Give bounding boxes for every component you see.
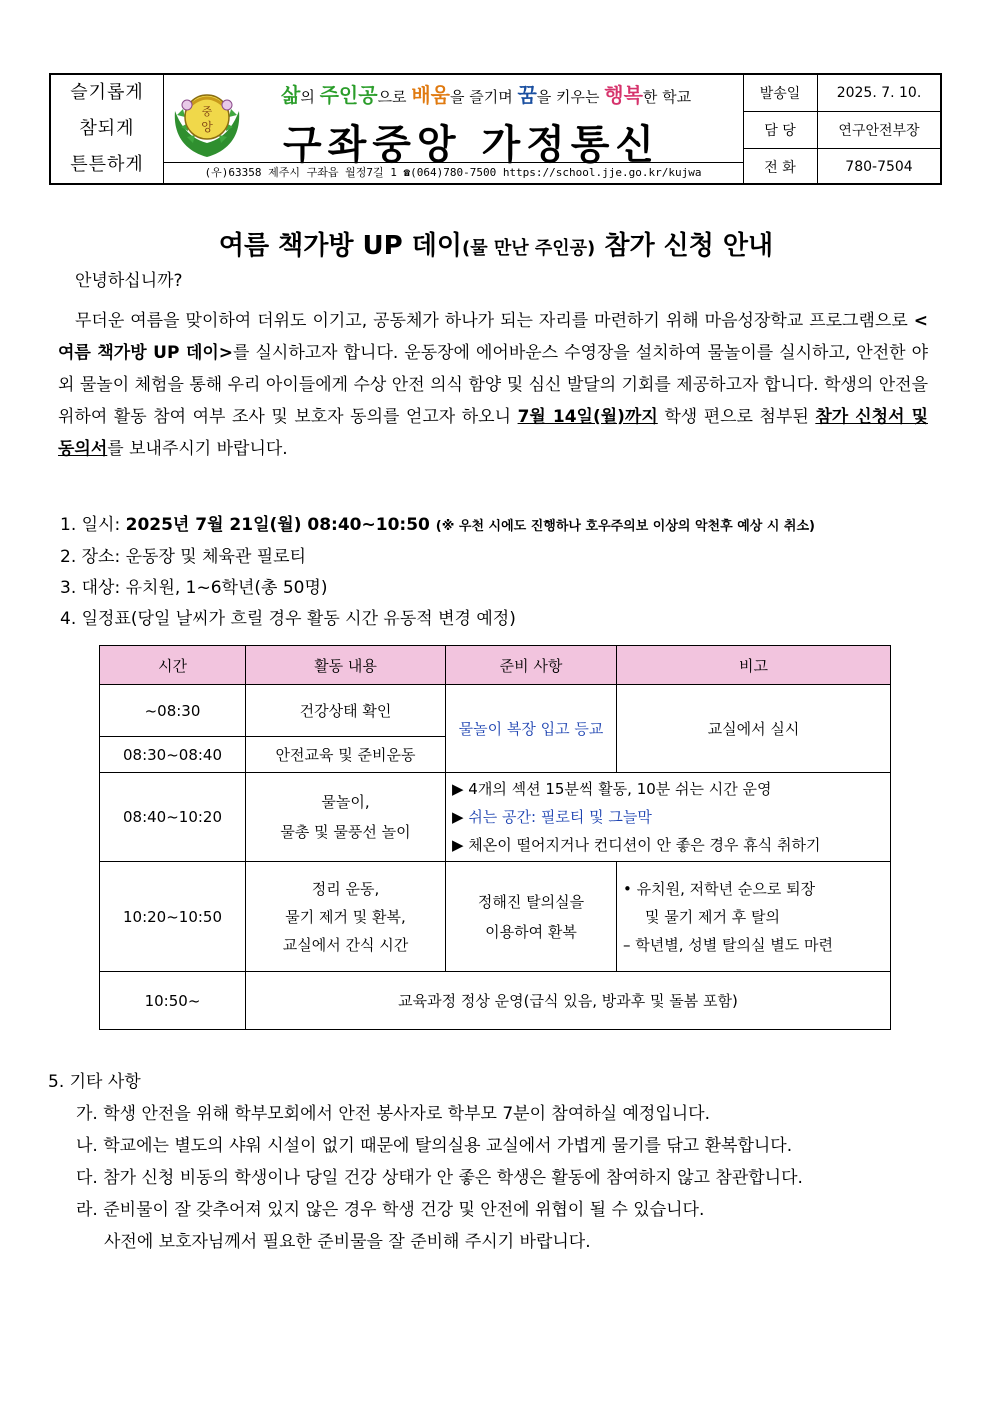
title-part: 참가 신청 안내 (595, 231, 774, 261)
note-line: – 학년별, 성별 탈의실 별도 마련 (623, 935, 833, 954)
cell-time: 08:30~08:40 (100, 737, 246, 773)
note-item-continued: 사전에 보호자님께서 필요한 준비물을 잘 준비해 주시기 바랍니다. (104, 1232, 591, 1252)
header-cell: 비고 (617, 646, 891, 685)
cell-prep: 물놀이 복장 입고 등교 (446, 685, 617, 773)
greeting: 안녕하십니까? (75, 271, 183, 291)
item-value: 2025년 7월 21일(월) 08:40~10:50 (125, 515, 436, 535)
title-part: 여름 책가방 UP 데이 (218, 231, 462, 261)
cell-prep (446, 862, 617, 972)
table-row (100, 972, 891, 1030)
slogan-text: 으로 (377, 88, 412, 106)
motto: 튼튼하게 (70, 154, 144, 175)
info-key: 발송일 (743, 75, 818, 111)
bullet-line: ▶ 4개의 섹션 15분씩 활동, 10분 쉬는 시간 운영 (452, 780, 772, 798)
emblem-text-top: 중 (201, 105, 213, 118)
slogan-text: 의 (300, 88, 320, 106)
cell-activity: 건강상태 확인 (246, 685, 446, 737)
slogan-word: 꿈 (517, 83, 537, 107)
cell-note (617, 862, 891, 972)
table-row (100, 773, 891, 862)
activity-line: 물기 제거 및 환복, (285, 907, 406, 926)
bullet-arrow-icon: ▶ (452, 808, 469, 826)
activity-line: 물총 및 물풍선 놀이 (280, 823, 411, 841)
note-line: • 유치원, 저학년 순으로 퇴장 (623, 879, 816, 898)
body-text: 학생 편으로 첨부된 (657, 407, 816, 427)
other-notes (48, 1066, 803, 1258)
detail-list (60, 510, 815, 635)
item-schedule: 4. 일정표(당일 날씨가 흐릴 경우 활동 시간 유동적 변경 예정) (60, 609, 516, 629)
cell-time: 10:50~ (100, 972, 246, 1030)
info-value: 780-7504 (845, 159, 913, 175)
school-address: (우)63358 제주시 구좌읍 월정7길 1 ☎(064)780-7500 https://school.jje.go.kr/kujwa (163, 162, 743, 183)
cell-time: 10:20~10:50 (100, 862, 246, 972)
document-title (0, 225, 992, 262)
deadline: 7월 14일(월)까지 (517, 407, 658, 427)
header-cell: 시간 (100, 646, 246, 685)
prep-line: 이용하여 환복 (485, 922, 577, 941)
bullet-line: ▶ 체온이 떨어지거나 컨디션이 안 좋은 경우 휴식 취하기 (452, 836, 821, 854)
info-panel (743, 75, 940, 183)
item-label: 1. 일시: (60, 515, 126, 535)
program-name: <여름 책가방 UP 데이> (58, 311, 928, 363)
cell-activity: 교육과정 정상 운영(급식 있음, 방과후 및 돌봄 포함) (246, 972, 891, 1030)
cell-note: 교실에서 실시 (617, 685, 891, 773)
section-title: 5. 기타 사항 (48, 1072, 141, 1092)
letterhead-center (163, 75, 744, 183)
letterhead (49, 73, 942, 185)
cell-activity (246, 773, 446, 862)
item-place: 2. 장소: 운동장 및 체육관 필로티 (60, 547, 307, 567)
slogan-word: 주인공 (319, 83, 378, 107)
item-date (60, 510, 815, 542)
bullet-line (452, 803, 884, 831)
cell-activity (246, 862, 446, 972)
cell-activity: 안전교육 및 준비운동 (246, 737, 446, 773)
info-key: 전 화 (743, 149, 818, 185)
form-name: 참가 신청서 및 동의서 (58, 407, 928, 459)
school-slogan (281, 79, 691, 108)
body-paragraph (58, 305, 928, 465)
table-row (100, 862, 891, 972)
slogan-word: 배움 (411, 83, 450, 107)
info-value: 2025. 7. 10. (836, 85, 922, 101)
activity-line: 교실에서 간식 시간 (282, 935, 409, 954)
note-line: 및 물기 제거 후 탈의 (645, 907, 780, 926)
activity-line: 정리 운동, (311, 879, 380, 898)
motto: 참되게 (79, 118, 135, 139)
header-cell: 준비 사항 (446, 646, 617, 685)
body-text: 무더운 여름을 맞이하여 더위도 이기고, 공동체가 하나가 되는 자리를 마련하기 위해 마음성장학교 프로그램으로 (75, 311, 914, 331)
table-row (100, 685, 891, 737)
emblem-text-bottom: 앙 (201, 120, 213, 134)
school-emblem-icon (167, 81, 247, 161)
slogan-text: 을 키우는 (536, 88, 605, 106)
note-item: 다. 참가 신청 비동의 학생이나 당일 건강 상태가 안 좋은 학생은 활동에 참여하지 않고 참관합니다. (76, 1168, 803, 1188)
cell-notes (446, 773, 891, 862)
note-item: 가. 학생 안전을 위해 학부모회에서 안전 봉사자로 학부모 7분이 참여하실 예정입니다. (76, 1104, 711, 1124)
table-header (100, 646, 891, 685)
newsletter-title: 구좌중앙 가정통신 (283, 122, 661, 168)
slogan-word: 삶 (281, 83, 301, 107)
slogan-word: 행복 (604, 83, 643, 107)
body-text: 를 보내주시기 바랍니다. (107, 439, 288, 459)
school-mottos (51, 75, 164, 183)
info-key: 담 당 (743, 112, 818, 148)
cell-time: 08:40~10:20 (100, 773, 246, 862)
slogan-text: 을 즐기며 (449, 88, 518, 106)
bullet-text: 쉬는 공간: 필로티 및 그늘막 (468, 808, 652, 826)
cell-time: ~08:30 (100, 685, 246, 737)
note-item: 라. 준비물이 잘 갖추어져 있지 않은 경우 학생 건강 및 안전에 위협이 될 수 있습니다. (76, 1200, 705, 1220)
header-cell: 활동 내용 (246, 646, 446, 685)
info-value: 연구안전부장 (838, 123, 920, 139)
activity-line: 물놀이, (321, 793, 370, 811)
slogan-text: 한 학교 (642, 88, 692, 106)
item-target: 3. 대상: 유치원, 1~6학년(총 50명) (60, 578, 328, 598)
motto: 슬기롭게 (70, 82, 144, 103)
prep-line: 정해진 탈의실을 (477, 892, 585, 911)
body-text: 를 실시하고자 합니다. 운동장에 에어바운스 수영장을 설치하여 물놀이를 실시하고, 안전한 야외 물놀이 체험을 통해 우리 아이들에게 수상 안전 의식 함양 및 심신 발달의 기회를 제공하고자 합니다. 학생의 안전을 위하여 활동 참여 여부 조사 및 보호자 동의를 얻고자 하오니 (58, 343, 928, 427)
item-note: (※ 우천 시에도 진행하나 호우주의보 이상의 악천후 예상 시 취소) (435, 519, 815, 534)
schedule-table (99, 645, 891, 1030)
title-paren: (물 만난 주인공) (461, 238, 596, 259)
note-item: 나. 학교에는 별도의 샤워 시설이 없기 때문에 탈의실용 교실에서 가볍게 물기를 닦고 환복합니다. (76, 1136, 793, 1156)
